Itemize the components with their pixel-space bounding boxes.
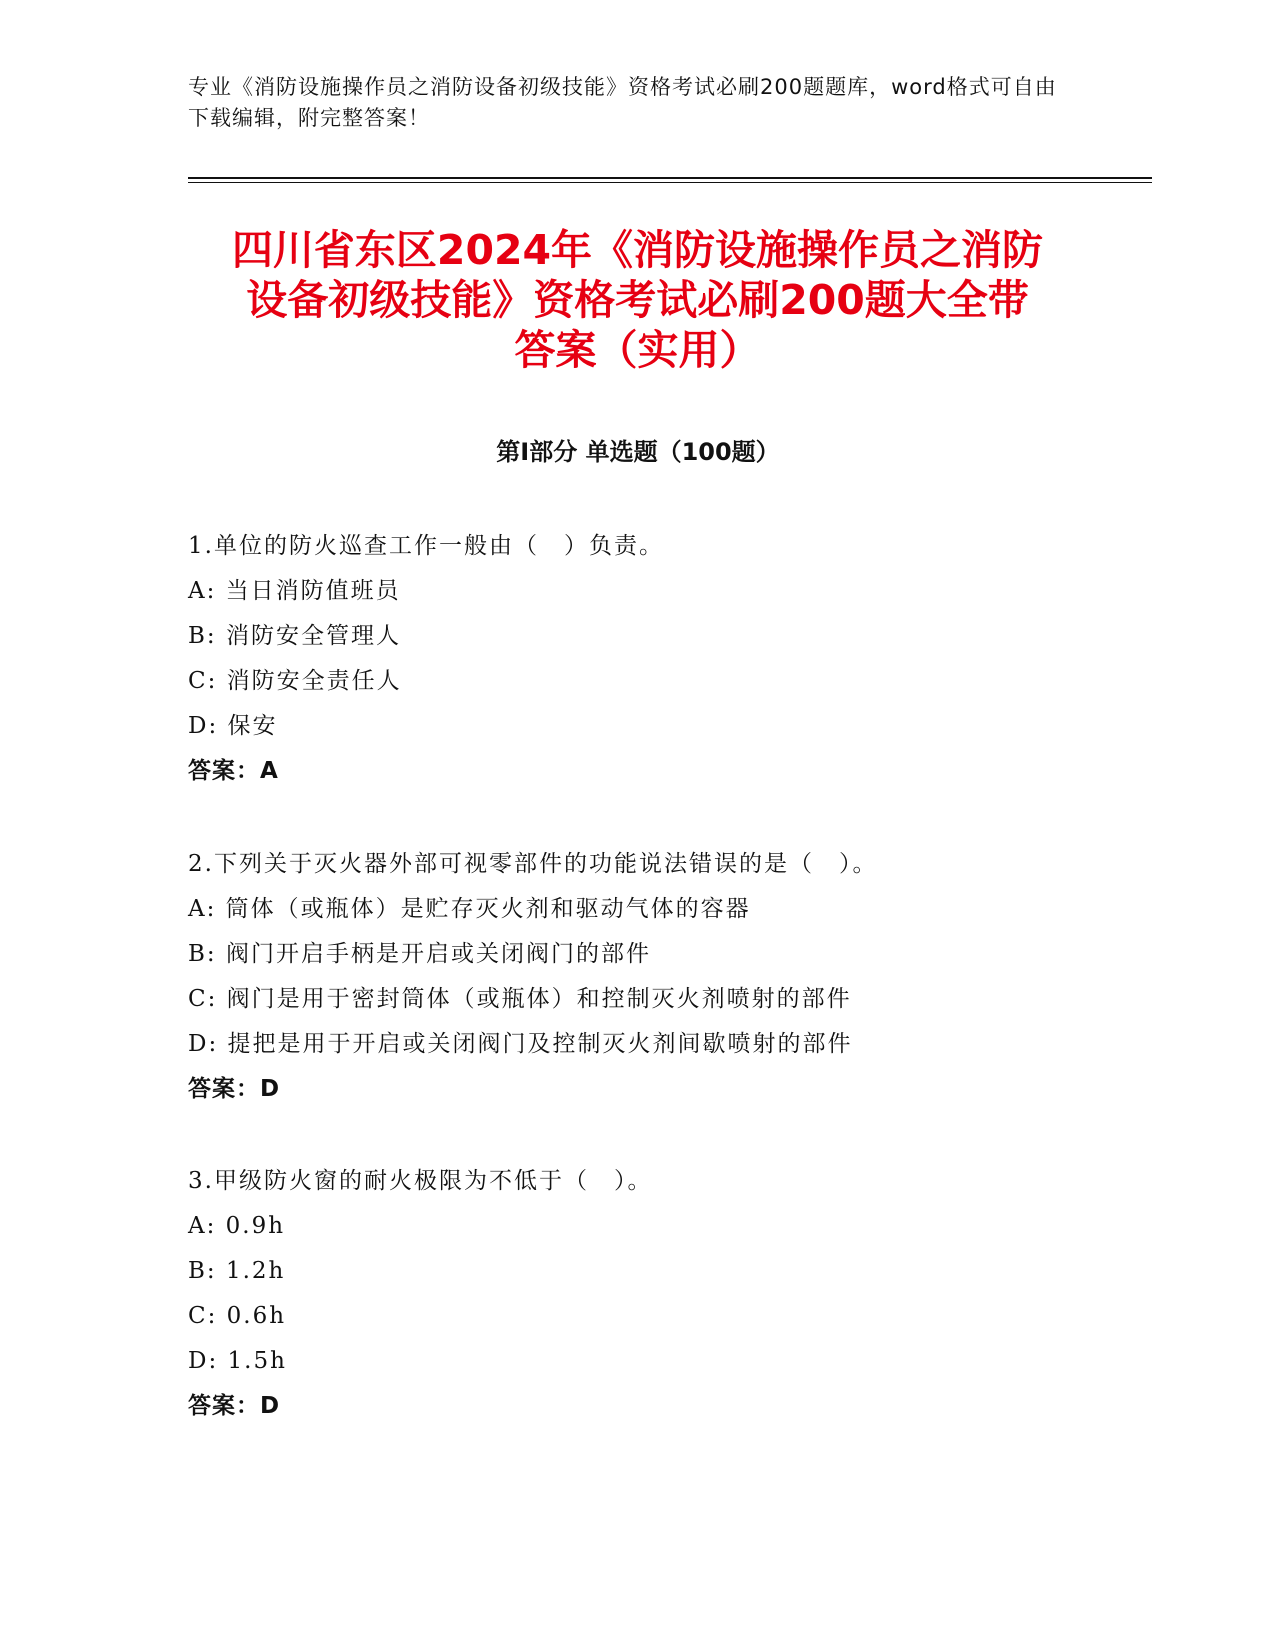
title-line: 设备初级技能》资格考试必刷200题大全带 — [246, 276, 1029, 324]
section-title: 第Ⅰ部分 单选题（100题） — [496, 438, 780, 466]
title-line: 四川省东区2024年《消防设施操作员之消防 — [231, 226, 1044, 274]
header-divider-thin — [188, 182, 1152, 183]
option-b: B: 阀门开启手柄是开启或关闭阀门的部件 — [188, 941, 651, 967]
option-d: D: 提把是用于开启或关闭阀门及控制灭火剂间歇喷射的部件 — [188, 1031, 853, 1057]
document-title — [160, 225, 1115, 375]
answer-label: 答案：D — [188, 1076, 281, 1102]
question-stem: 3.甲级防火窗的耐火极限为不低于（ ）。 — [188, 1168, 653, 1194]
option-c: C: 0.6h — [188, 1303, 287, 1329]
question-block — [188, 842, 1148, 1112]
answer-label: 答案：D — [188, 1393, 281, 1419]
option-c: C: 消防安全责任人 — [188, 668, 402, 694]
option-a: A: 0.9h — [188, 1213, 286, 1239]
answer-label: 答案：A — [188, 758, 279, 784]
option-d: D: 1.5h — [188, 1348, 287, 1374]
question-block — [188, 524, 1148, 794]
option-a: A: 当日消防值班员 — [188, 578, 401, 604]
question-stem: 2.下列关于灭火器外部可视零部件的功能说法错误的是（ ）。 — [188, 851, 878, 877]
title-line: 答案（实用） — [514, 326, 761, 374]
header-divider-thick — [188, 177, 1152, 179]
option-d: D: 保安 — [188, 713, 278, 739]
option-b: B: 1.2h — [188, 1258, 286, 1284]
option-a: A: 筒体（或瓶体）是贮存灭火剂和驱动气体的容器 — [188, 896, 751, 922]
option-b: B: 消防安全管理人 — [188, 623, 401, 649]
question-stem: 1.单位的防火巡查工作一般由（ ）负责。 — [188, 533, 664, 559]
option-c: C: 阀门是用于密封筒体（或瓶体）和控制灭火剂喷射的部件 — [188, 986, 852, 1012]
question-block — [188, 1159, 1148, 1429]
header-note: 专业《消防设施操作员之消防设备初级技能》资格考试必刷200题题库，word格式可自由下载编辑，附完整答案！ — [188, 75, 1057, 130]
